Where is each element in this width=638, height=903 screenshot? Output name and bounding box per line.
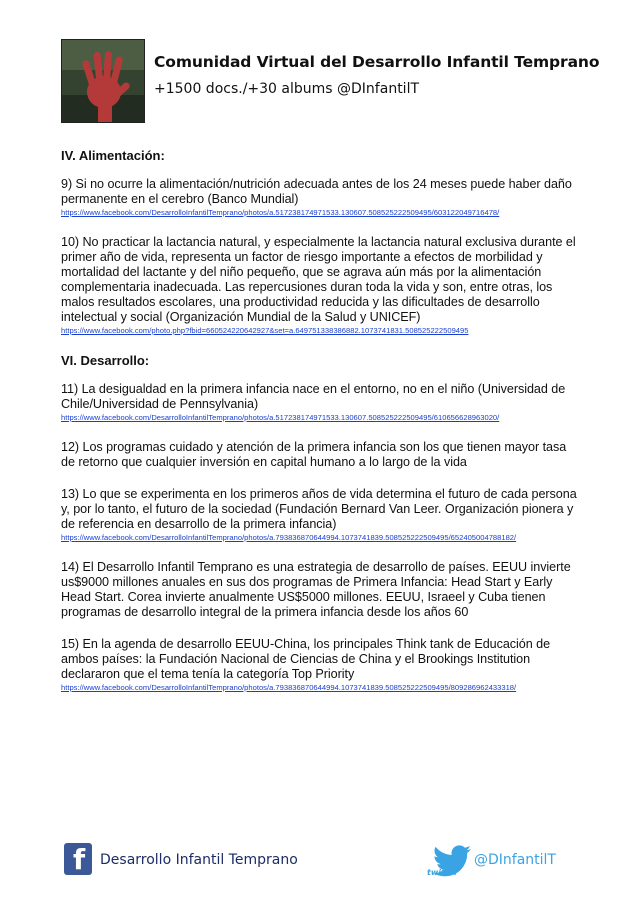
list-item [61, 177, 583, 218]
community-title: Comunidad Virtual del Desarrollo Infantil Temprano [154, 53, 600, 71]
section-heading: IV. Alimentación: [61, 148, 165, 163]
list-item [61, 487, 583, 543]
item-text: 15) En la agenda de desarrollo EEUU-China, los principales Think tank de Educación de ambos países: la Fundación Nacional de Ciencias de China y el Brookings Institution declararon que el tema tenía la categoría Top Priority [61, 637, 551, 681]
item-text: 11) La desigualdad en la primera infancia nace en el entorno, no en el niño (Universidad de Chile/Universidad de Pennsylvania) [61, 382, 566, 411]
list-item [61, 382, 583, 423]
item-link[interactable]: https://www.facebook.com/DesarrolloInfantilTemprano/photos/a.793836870644994.1073741839.508525222509495/809286962433318/ [61, 683, 517, 692]
item-text: 14) El Desarrollo Infantil Temprano es una estrategia de desarrollo de países. EEUU invierte us$9000 millones anuales en sus dos programas de Primera Infancia: Head Start y Early Head Start. Corea invierte anualmente US$5000 millones. EEUU, Israeel y Cuba tienen programas de desarrollo integral de la primera infancia desde los años 60 [61, 560, 571, 619]
facebook-icon[interactable] [64, 843, 92, 875]
section-alimentacion [61, 148, 583, 336]
list-item [61, 235, 583, 336]
item-text: 12) Los programas cuidado y atención de la primera infancia son los que tienen mayor tasa de retorno que cualquier inversión en capital humano a lo largo de la vida [61, 440, 567, 469]
item-link[interactable]: https://www.facebook.com/photo.php?fbid=660524220642927&set=a.649751338386882.1073741831.508525222509495 [61, 326, 469, 335]
document-header [61, 39, 601, 129]
twitter-handle[interactable]: @DInfantilT [474, 852, 556, 868]
document-footer [61, 843, 583, 879]
document-body [61, 148, 583, 704]
community-subtitle: +1500 docs./+30 albums @DInfantilT [154, 81, 420, 97]
item-link[interactable]: https://www.facebook.com/DesarrolloInfantilTemprano/photos/a.793836870644994.1073741839.508525222509495/652405004788182/ [61, 533, 517, 542]
section-desarrollo [61, 353, 583, 693]
list-item [61, 560, 583, 620]
list-item [61, 440, 583, 470]
list-item [61, 637, 583, 693]
facebook-glyph: f [73, 843, 86, 876]
twitter-wordmark: twitter [427, 868, 458, 877]
item-link[interactable]: https://www.facebook.com/DesarrolloInfantilTemprano/photos/a.517238174971533.130607.508525222509495/603122049716478/ [61, 208, 500, 217]
facebook-label[interactable]: Desarrollo Infantil Temprano [100, 852, 298, 868]
section-heading: VI. Desarrollo: [61, 353, 150, 368]
hand-logo-image [61, 39, 145, 123]
item-text: 10) No practicar la lactancia natural, y especialmente la lactancia natural exclusiva durante el primer año de vida, representa un factor de riesgo importante a efectos de morbilidad y mortalidad del lactante y del niño pequeño, que se agrava aún más por la alimentación complementaria inadecuada. Las repercusiones duran toda la vida y son, entre otras, los malos resultados escolares, una productividad reducida y las dificultades de desarrollo intelectual y social (Organización Mundial de la Salud y UNICEF) [61, 235, 576, 324]
item-text: 13) Lo que se experimenta en los primeros años de vida determina el futuro de cada persona y, por lo tanto, el futuro de la sociedad (Fundación Bernard Van Leer. Organización pionera y de referencia en desarrollo de la primera infancia) [61, 487, 577, 531]
item-link[interactable]: https://www.facebook.com/DesarrolloInfantilTemprano/photos/a.517238174971533.130607.508525222509495/610656628963020/ [61, 413, 500, 422]
item-text: 9) Si no ocurre la alimentación/nutrición adecuada antes de los 24 meses puede haber daño permanente en el cerebro (Banco Mundial) [61, 177, 572, 206]
